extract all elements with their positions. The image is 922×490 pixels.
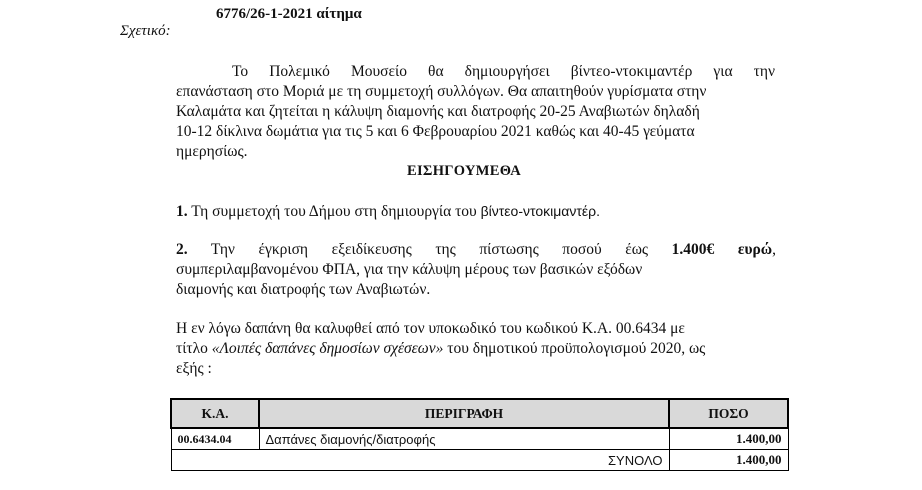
intro-line-2: επανάσταση στο Μοριά με τη συμμετοχή συλλόγων. Θα απαιτηθούν γυρίσματα στην [176,83,707,100]
item-1-text: Τη συμμετοχή του Δήμου στη δημιουργία του [187,203,481,220]
header-code: Κ.Α. [171,399,259,428]
header-description: ΠΕΡΙΓΡΑΦΗ [259,399,669,428]
expense-note-line-1: Η εν λόγω δαπάνη θα καλυφθεί από τον υποκωδικό του κωδικού Κ.Α. 00.6434 με [176,320,685,337]
item-1 [176,201,600,222]
item-2 [176,240,776,300]
budget-table [170,398,789,471]
expense-note-title-suffix: του δημοτικού προϋπολογισμού 2020, ως [443,340,706,357]
item-1-text-sans: βίντεο-ντοκιμαντέρ. [480,203,601,219]
intro-line-1: Το Πολεμικό Μουσείο θα δημιουργήσει βίντεο-ντοκιμαντέρ για την [232,63,775,80]
item-2-comma: , [772,241,776,258]
header-amount: ΠΟΣΟ [669,399,788,428]
item-2-line-3: διαμονής και διατροφής των Αναβιωτών. [176,281,431,298]
row-code: 00.6434.04 [171,428,259,450]
item-2-amount: 1.400€ ευρώ [671,241,773,258]
intro-line-5: ημερησίως. [176,143,248,160]
row-amount: 1.400,00 [669,428,788,450]
table-header-row [171,399,788,428]
row-description: Δαπάνες διαμονής/διατροφής [259,428,669,450]
table-row [171,428,788,450]
item-2-line-2: συμπεριλαμβανομένου ΦΠΑ, για την κάλυψη μέρους των βασικών εξόδων [176,261,643,278]
item-2-line-1 [176,240,776,260]
item-1-number: 1. [176,203,188,220]
proposal-heading: ΕΙΣΗΓΟΥΜΕΘΑ [407,163,522,179]
item-2-number: 2. [176,241,188,258]
intro-line-3: Καλαμάτα και ζητείται η κάλυψη διαμονής και διατροφής 20-25 Αναβιωτών δηλαδή [176,103,700,120]
expense-note-title: «Λοιπές δαπάνες δημοσίων σχέσεων» [211,340,444,357]
intro-line-4: 10-12 δίκλινα δωμάτια για τις 5 και 6 Φεβρουαρίου 2021 καθώς και 40-45 γεύματα [176,123,695,140]
expense-note-line-3: εξής : [176,360,212,377]
item-2-line-1-text: Την έγκριση εξειδίκευσης της πίστωσης ποσού έως [210,241,672,258]
total-amount: 1.400,00 [669,450,788,471]
total-label: ΣΥΝΟΛΟ [171,450,669,471]
reference-value: 6776/26-1-2021 αίτημα [216,6,362,22]
expense-note-title-prefix: τίτλο [176,340,212,357]
reference-label: Σχετικό: [120,23,171,39]
expense-note-line-2 [176,339,705,359]
table-total-row [171,450,788,471]
